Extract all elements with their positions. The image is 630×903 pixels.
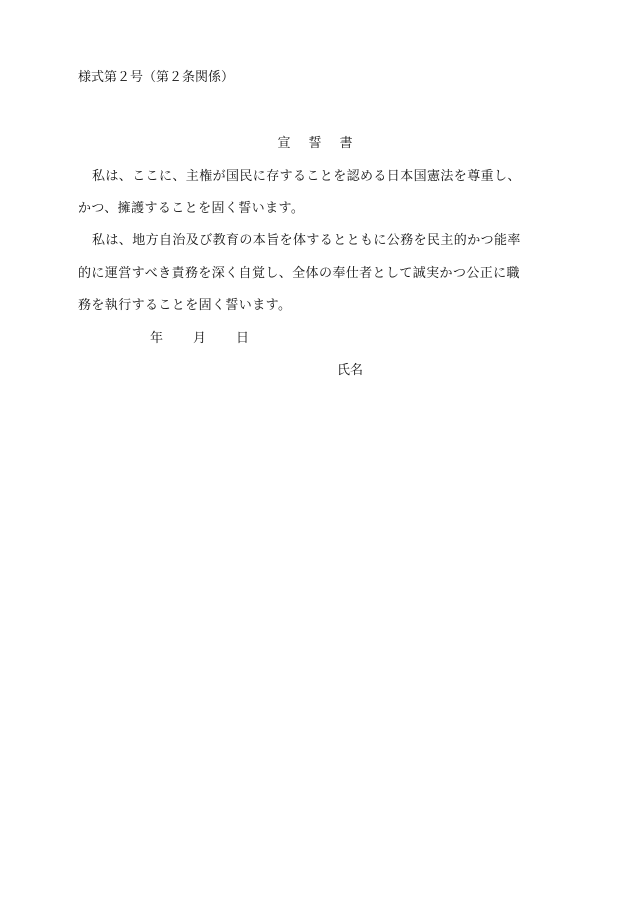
year-label: 年 [150, 331, 164, 346]
date-row [150, 329, 249, 349]
day-label: 日 [236, 331, 250, 346]
form-number: 様式第２号（第２条関係） [78, 70, 235, 85]
paragraph2-line3: 務を執行することを固く誓います。 [78, 298, 292, 313]
document-title: 宣誓書 [277, 136, 371, 151]
paragraph1-line2: かつ、擁護することを固く誓います。 [78, 201, 305, 216]
name-label: 氏名 [337, 363, 364, 378]
paragraph2-line2: 的に運営すべき責務を深く自覚し、全体の奉仕者として誠実かつ公正に職 [78, 266, 520, 281]
month-label: 月 [193, 331, 207, 346]
paragraph2-line1: 私は、地方自治及び教育の本旨を体するとともに公務を民主的かつ能率 [92, 233, 521, 248]
paragraph1-line1: 私は、ここに、主権が国民に存することを認める日本国憲法を尊重し、 [92, 169, 521, 184]
